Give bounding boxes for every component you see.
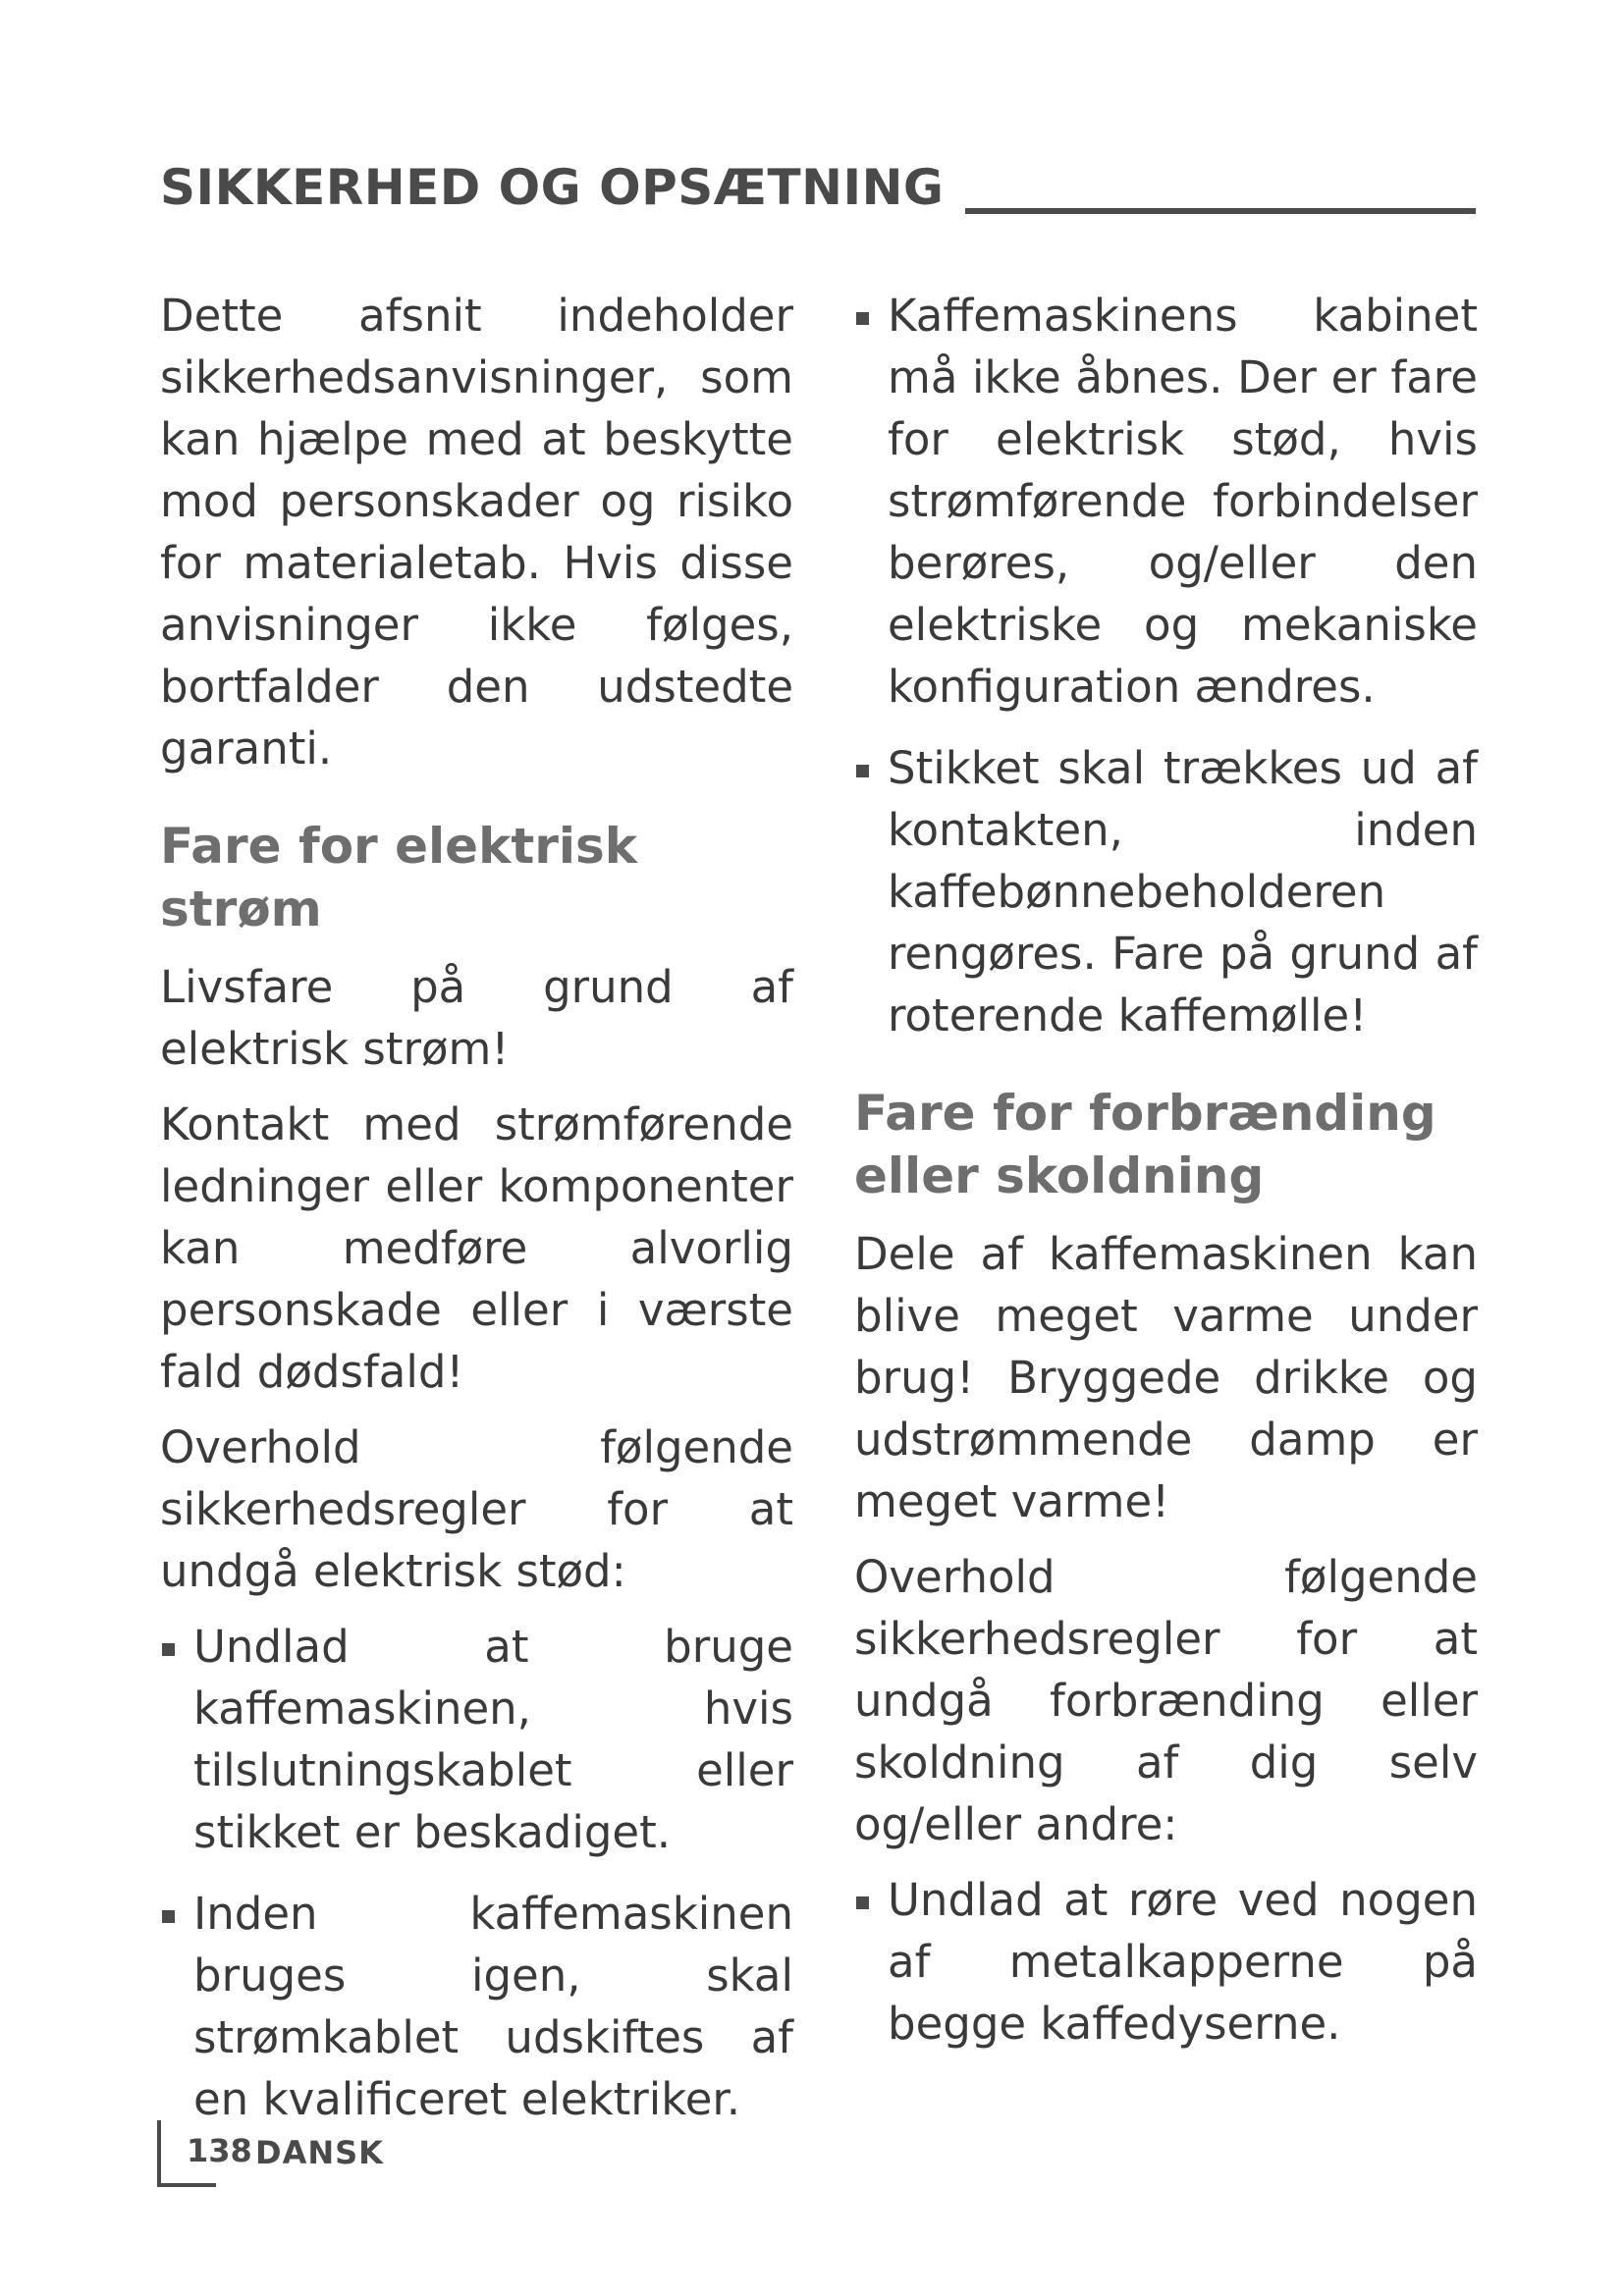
bullet-square-icon — [162, 1910, 175, 1923]
electric-list-continued — [854, 285, 1478, 1046]
left-column — [160, 285, 793, 2150]
language-label: DANSK — [255, 2134, 384, 2171]
bullet-square-icon — [856, 765, 869, 777]
bullet-square-icon — [162, 1643, 175, 1656]
page-title: SIKKERHED OG OPSÆTNING — [160, 159, 945, 216]
footer-vertical-rule — [157, 2120, 161, 2187]
section-heading-electric: Fare for elektrisk strøm — [160, 818, 638, 937]
list-item-text: Undlad at bruge kaffemaskinen, hvis tilslutningskablet eller stikket er beskadiget. — [193, 1621, 793, 1858]
page-number: 138 — [187, 2132, 252, 2169]
intro-paragraph: Dette afsnit indeholder sikkerhedsanvisninger, som kan hjælpe med at beskytte mod personskader og risiko for materialetab. Hvis disse anvisninger ikke følges, bortfalder den udstedte garanti. — [160, 290, 793, 774]
list-item — [854, 737, 1478, 1046]
list-item-text: Inden kaffemaskinen bruges igen, skal strømkablet udskiftes af en kvalificeret elektriker. — [193, 1888, 793, 2125]
page-footer — [157, 2120, 452, 2187]
right-column — [854, 285, 1478, 2074]
header-rule — [965, 208, 1476, 214]
section-heading-burn: Fare for forbrænding eller skoldning — [854, 1085, 1436, 1204]
list-item-text: Stikket skal trækkes ud af kontakten, inden kaffebønnebeholderen rengøres. Fare på grund af roterende kaffemølle! — [888, 742, 1478, 1041]
bullet-square-icon — [856, 1896, 869, 1909]
list-item-text: Undlad at røre ved nogen af metalkapperne på begge kaffedyserne. — [888, 1874, 1478, 2050]
list-item — [160, 1616, 793, 1863]
list-item — [854, 1869, 1478, 2055]
electric-paragraph: Kontakt med strømførende ledninger eller komponenter kan medføre alvorlig personskade eller i værste fald dødsfald! — [160, 1098, 793, 1398]
burn-paragraph: Dele af kaffemaskinen kan blive meget varme under brug! Bryggede drikke og udstrømmende damp er meget varme! — [854, 1228, 1478, 1527]
burn-list — [854, 1869, 1478, 2055]
list-item-text: Kaffemaskinens kabinet må ikke åbnes. Der er fare for elektrisk stød, hvis strømførende forbindelser berøres, og/eller den elektriske og mekaniske konfiguration ændres. — [888, 290, 1478, 713]
burn-instruction: Overhold følgende sikkerhedsregler for at undgå forbrænding eller skoldning af dig selv og/eller andre: — [854, 1551, 1478, 1850]
electric-list — [160, 1616, 793, 2130]
footer-horizontal-rule — [157, 2183, 216, 2187]
bullet-square-icon — [856, 312, 869, 325]
electric-warning: Livsfare på grund af elektrisk strøm! — [160, 961, 793, 1075]
list-item — [160, 1883, 793, 2130]
list-item — [854, 285, 1478, 718]
electric-instruction: Overhold følgende sikkerhedsregler for at undgå elektrisk stød: — [160, 1421, 793, 1597]
page-header — [160, 157, 1476, 226]
